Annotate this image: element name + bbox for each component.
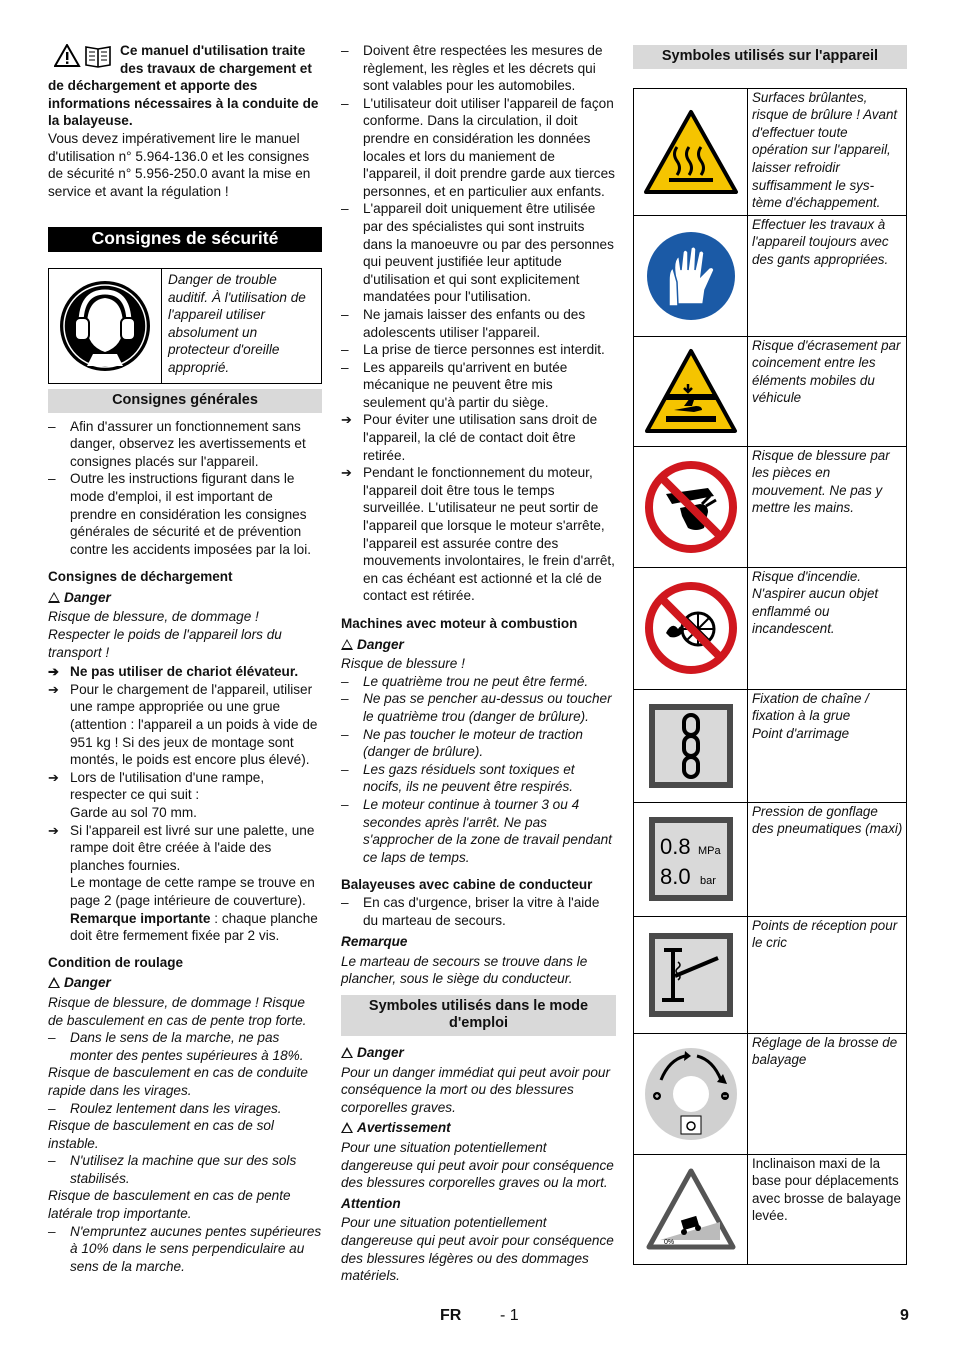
risk-text: Risque de basculement en cas de sol instable. (48, 1118, 274, 1151)
symbol-text: Points de réception pour le cric (748, 916, 907, 1033)
ear-protection-icon (59, 280, 151, 372)
danger-label: Danger (64, 589, 111, 605)
list-item: – Outre les instructions figurant dans le mode d'emploi, il est important de prendre en considération les consignes générales de sécurité et de prévention contre les accidents imposées par la loi. (48, 470, 322, 558)
list-item: – L'utilisateur doit utiliser l'appareil de façon conforme. Dans la circulation, il doit prendre en considération les données locales et lors du maniement de l'appareil, il doit prendre garde aux tierces personnes, et en particulier aux enfants. (341, 95, 616, 201)
footer-section-text: - 1 (500, 1307, 519, 1324)
list-item: – Afin d'assurer un fonctionnement sans danger, observez les avertissements et consignes placés sur l'appareil. (48, 418, 322, 471)
action-item: ➔ Pendant le fonctionnement du moteur, l'appareil doit être tous le temps surveillée. L'utilisateur ne peut sortir de l'appareil que lorsque le moteur s'arrête, l'appareil est assurée contre des mouvements involontaires, le frein d'arrêt, en cas échéant est actionné et la clé de contact est rétirée. (341, 464, 616, 605)
list-item: – Roulez lentement dans les virages. (48, 1100, 322, 1118)
table-row (634, 567, 907, 689)
list-item: – L'appareil doit uniquement être utilisée par des spécialistes qui sont instruits dans la manoeuvre ou par des personnes qui peuvent justifiée leur aptitude d'utilisation et qui sont explicitement mandatées pour l'utilisation. (341, 200, 616, 306)
action-item: ➔ Pour éviter une utilisation sans droit de l'appareil, la clé de contact doit être retirée. (341, 411, 616, 464)
symbol-text: Effectuer les travaux à l'appareil toujours avec des gants appropriées. (748, 215, 907, 336)
action-item: ➔ Si l'appareil est livré sur une palette, une rampe doit être créée à l'aide des planches fournies. (48, 822, 322, 875)
incline-icon (646, 1168, 736, 1250)
symbols-table (633, 88, 907, 1265)
footer-section (500, 1307, 519, 1325)
table-row (634, 215, 907, 336)
list-item: – Dans le sens de la marche, ne pas monter des pentes supérieures à 18%. (48, 1029, 322, 1064)
symbol-text: Fixation de chaîne / fixation à la grue Point d'arrimage (748, 689, 907, 802)
warning-icon (48, 977, 60, 988)
general-list (48, 418, 322, 559)
remark-label: Remarque (341, 934, 408, 950)
combustion-title: Machines avec moteur à combustion (341, 616, 578, 631)
brush-adjust-icon (643, 1046, 739, 1142)
list-item: – Doivent être respectées les mesures de règlement, les règles et les décrets qui sont valables pour les automobiles. (341, 42, 616, 95)
pressure-bar-value: 8.0 (659, 864, 691, 890)
page-number: 9 (900, 1307, 909, 1324)
risk-text: Risque de basculement en cas de conduite rapide dans les virages. (48, 1065, 308, 1098)
symbol-text: Surfaces brûlantes, risque de brûlure ! Avant d'effectuer toute opération sur l'appareil, laisser refroidir suffisamment le sys-tème d'échappement. (748, 88, 907, 215)
risk-text: Risque de basculement en cas de pente latérale trop importante. (48, 1188, 291, 1222)
pressure-mpa-unit: MPa (697, 845, 721, 858)
table-row (634, 1154, 907, 1264)
table-row (634, 336, 907, 446)
warning-icon (341, 1047, 353, 1058)
no-hands-icon (644, 460, 738, 554)
column-2 (341, 42, 616, 1285)
list-item: – Le moteur continue à tourner 3 ou 4 secondes après l'arrêt. Ne pas s'approcher de la zone de travail pendant ce laps de temps. (341, 796, 616, 866)
symbol-text: Risque d'incendie. N'aspirer aucun objet enflammé ou incandescent. (748, 567, 907, 689)
symbol-text: Inclinaison maxi de la base pour déplacements avec brosse de balayage levée. (748, 1154, 907, 1264)
column-3 (633, 42, 907, 1265)
chain-icon (648, 703, 734, 789)
list-item: – Le quatrième trou ne peut être fermé. (341, 673, 616, 691)
intro-bold: Ce manuel d'utilisation traite des travaux de chargement et de déchargement et apporte des informations nécessaires à la conduite de la balayeuse. (48, 43, 319, 129)
pressure-bar-unit: bar (699, 875, 716, 888)
intro-text: Vous devez impérativement lire le manuel d'utilisation n° 5.964-136.0 et les consignes de sécurité n° 5.956-250.0 avant la mise en service et avant la régulation ! (48, 130, 311, 199)
symbol-text: Pression de gonflage des pneumatiques (maxi) (748, 802, 907, 916)
warning-icon (341, 1122, 353, 1133)
action-item: ➔ Ne pas utiliser de chariot élévateur. (48, 663, 322, 681)
list-item: – Ne pas toucher le moteur de traction (danger de brûlure). (341, 726, 616, 761)
warning-manual-icon (54, 44, 114, 73)
attention-label: Attention (341, 1195, 401, 1211)
unloading-title: Consignes de déchargement (48, 569, 233, 585)
symbols-device-title: Symboles utilisés sur l'appareil (633, 45, 907, 69)
action-item: ➔ Lors de l'utilisation d'une rampe, respecter ce qui suit : (48, 769, 322, 804)
ear-warning-text: Danger de trouble auditif. À l'utilisation de l'appareil utiliser absolument un protecteur d'oreille approprié. (168, 271, 306, 375)
danger-label: Danger (357, 1045, 404, 1061)
list-item: – En cas d'urgence, briser la vitre à l'aide du marteau de secours. (341, 894, 616, 929)
danger-text: Pour un danger immédiat qui peut avoir pour conséquence la mort ou des blessures corporelles graves. (341, 1064, 611, 1115)
table-row (634, 1033, 907, 1154)
warning-icon (48, 592, 60, 603)
list-item: – N'utilisez la machine que sur des sols stabilisés. (48, 1152, 322, 1187)
list-item: – Les gazs résiduels sont toxiques et nocifs, ils ne peuvent être respirés. (341, 761, 616, 796)
list-item: – Les appareils qu'arrivent en butée mécanique ne peuvent être mis seulement qu'à partir du siège. (341, 359, 616, 412)
table-row (634, 88, 907, 215)
general-title: Consignes générales (48, 389, 322, 413)
symbol-text: Risque de blessure par les pièces en mouvement. Ne pas y mettre les mains. (748, 446, 907, 567)
danger-text: Risque de blessure, de dommage ! Respecter le poids de l'appareil lors du transport ! (48, 609, 282, 660)
attention-text: Pour une situation potentiellement dangereuse qui peut avoir pour conséquence des blessures légères ou des dommages matériels. (341, 1215, 614, 1284)
column-1 (48, 42, 322, 1275)
danger-label: Danger (64, 975, 111, 991)
list-item: – Ne pas se pencher au-dessus ou toucher le quatrième trou (danger de brûlure). (341, 690, 616, 725)
intro-block (48, 42, 322, 200)
list-item: – Ne jamais laisser des enfants ou des adolescents utiliser l'appareil. (341, 306, 616, 341)
danger-label: Danger (357, 636, 404, 652)
footer-lang: FR (440, 1307, 462, 1324)
symbol-text: Risque d'écrasement par coincement entre les éléments mobiles du véhicule (748, 336, 907, 446)
table-row (634, 802, 907, 916)
remark-text: : chaque planche doit être fermement fixée par 2 vis. (70, 910, 318, 944)
safety-title: Consignes de sécurité (48, 227, 322, 252)
ground-clearance: Garde au sol 70 mm. (70, 805, 197, 820)
action-item: ➔ Pour le chargement de l'appareil, utiliser une rampe appropriée ou une grue (attention : l'appareil a un poids à vide de 951 kg ! Si des jeux de montage sont montés, le poids est encore plus élevé). (48, 681, 322, 769)
remark-label: Remarque importante (70, 910, 211, 926)
cabin-title: Balayeuses avec cabine de conducteur (341, 877, 593, 893)
table-row (634, 446, 907, 567)
incline-value: 0% (663, 1239, 674, 1247)
warning-label: Avertissement (357, 1120, 451, 1136)
hot-surface-icon (643, 109, 739, 195)
ramp-note: Le montage de cette rampe se trouve en page 2 (page intérieure de couverture). (70, 875, 315, 908)
table-row (634, 916, 907, 1033)
gloves-icon (645, 230, 737, 322)
warning-text: Pour une situation potentiellement dangereuse qui peut avoir pour conséquence des blessures corporelles graves ou la mort. (341, 1140, 614, 1191)
list-item: – N'empruntez aucunes pentes supérieures à 10% dans le sens perpendiculaire au sens de la marche. (48, 1223, 322, 1276)
symbols-manual-title: Symboles utilisés dans le mode d'emploi (341, 995, 616, 1036)
danger-text: Risque de blessure, de dommage ! Risque de basculement en cas de pente trop forte. (48, 994, 307, 1028)
remark (48, 910, 322, 945)
jack-point-icon (648, 932, 734, 1018)
crush-hazard-icon (644, 348, 738, 434)
no-fire-icon (644, 581, 738, 675)
danger-text: Risque de blessure ! (341, 656, 465, 672)
tire-pressure-icon (648, 816, 734, 902)
warning-icon (341, 639, 353, 650)
remark-text: Le marteau de secours se trouve dans le plancher, sous le siège du conducteur. (341, 953, 588, 987)
ear-protection-box (48, 268, 322, 384)
pressure-mpa-value: 0.8 (659, 834, 691, 860)
table-row (634, 689, 907, 802)
list-item: – La prise de tierce personnes est interdit. (341, 341, 616, 359)
driving-title: Condition de roulage (48, 954, 183, 970)
symbol-text: Réglage de la brosse de balayage (748, 1033, 907, 1154)
